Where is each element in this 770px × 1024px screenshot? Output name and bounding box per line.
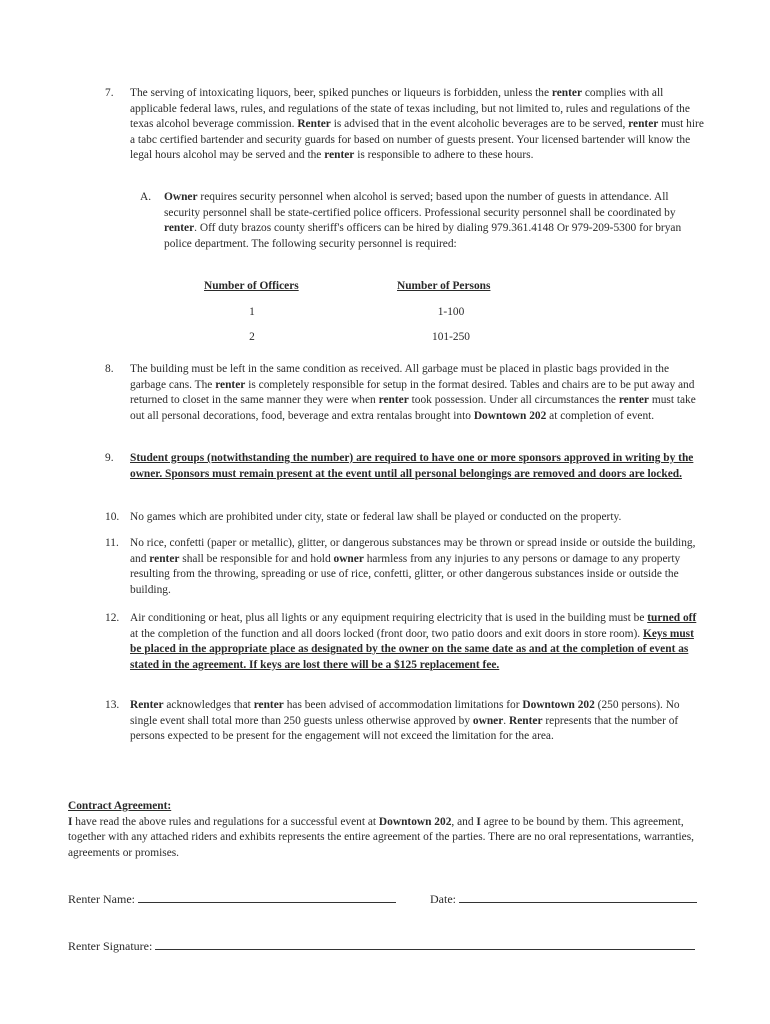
item-text: Student groups (notwithstanding the number) are required to have one or more sponsors approved in writing by the owner. Sponsors must remain present at the event until all personal belongings are removed and doors are locked. [130, 452, 694, 480]
renter-signature-label: Renter Signature: [68, 939, 153, 953]
date-field[interactable] [430, 892, 697, 907]
table-cell-persons: 101-250 [432, 331, 470, 343]
item-text: Renter acknowledges that renter has been advised of accommodation limitations for Downtown 202 (250 persons). No single event shall total more than 250 guests unless otherwise approved by owner. Renter represents that the number of persons expected to be present for the engagement will not exceed the limitation for the area. [130, 699, 680, 743]
table-cell-persons: 1-100 [437, 306, 465, 318]
renter-signature-field[interactable] [68, 939, 695, 954]
item-number: 12. [105, 612, 120, 624]
table-cell-officers: 1 [249, 306, 255, 318]
item-text: The building must be left in the same condition as received. All garbage must be placed in plastic bags provided in the garbage cans. The renter is completely responsible for setup in the format desired. Tables and chairs are to be put away and returned to closet in the same manner they were when renter took possession. Under all circumstances the renter must take out all personal decorations, food, beverage and extra rentalas brought into Downtown 202 at completion of event. [130, 363, 696, 422]
date-label: Date: [430, 892, 456, 906]
contract-text: I have read the above rules and regulations for a successful event at Downtown 202, and I agree to be bound by them. This agreement, together with any attached riders and exhibits represents the entire agreement of the parties. There are no oral representations, warranties, agreements or promises. [68, 815, 695, 859]
item-number: 11. [105, 537, 119, 549]
rule-item-11 [105, 536, 705, 598]
item-number: 7. [105, 87, 114, 99]
item-text: No games which are prohibited under city, state or federal law shall be played or conducted on the property. [130, 511, 622, 523]
table-header-officers: Number of Officers [204, 280, 299, 292]
contract-heading: Contract Agreement: [68, 800, 172, 812]
item-number: 9. [105, 452, 114, 464]
table-cell-officers: 2 [249, 331, 255, 343]
item-number: 10. [105, 511, 120, 523]
renter-signature-line[interactable] [155, 939, 695, 950]
rule-item-13 [105, 698, 705, 745]
rule-item-9 [105, 451, 705, 482]
rule-item-12 [105, 611, 705, 673]
item-number: 13. [105, 699, 120, 711]
item-text: Owner requires security personnel when alcohol is served; based upon the number of guests in attendance. All security personnel shall be state-certified police officers. Professional security personnel shall be coordinated by renter. Off duty brazos county sheriff's officers can be hired by dialing 979.361.4148 Or 979-209-5300 for bryan police department. The following security personnel is required: [164, 191, 682, 250]
rule-item-8 [105, 362, 705, 424]
item-number: 8. [105, 363, 114, 375]
rule-item-7 [105, 86, 705, 164]
rule-item-7a [140, 190, 685, 252]
renter-name-field[interactable] [68, 892, 396, 907]
item-text: No rice, confetti (paper or metallic), glitter, or dangerous substances may be thrown or spread inside or outside the building, and renter shall be responsible for and hold owner harmless from any injuries to any persons or damage to any property resulting from the throwing, spreading or use of rice, confetti, glitter, or other dangerous substances inside or outside the building. [130, 537, 696, 596]
item-number: A. [140, 191, 152, 203]
table-header-persons: Number of Persons [397, 280, 491, 292]
date-line[interactable] [459, 892, 697, 903]
rule-item-10 [105, 510, 705, 526]
renter-name-line[interactable] [138, 892, 396, 903]
contract-agreement [68, 799, 708, 861]
renter-name-label: Renter Name: [68, 892, 135, 906]
item-text: Air conditioning or heat, plus all lights or any equipment requiring electricity that is used in the building must be turned off at the completion of the function and all doors locked (front door, two patio doors and exit doors in store room). Keys must be placed in the appropriate place as designated by the owner on the same date as and at the completion of event as stated in the agreement. If keys are lost there will be a $125 replacement fee. [130, 612, 697, 671]
item-text: The serving of intoxicating liquors, beer, spiked punches or liqueurs is forbidden, unless the renter complies with all applicable federal laws, rules, and regulations of the state of texas including, but not limited to, rules and regulations of the texas alcohol beverage commission. Renter is advised that in the event alcoholic beverages are to be served, renter must hire a tabc certified bartender and security guards for based on number of guests present. Your licensed bartender will know the legal hours alcohol may be served and the renter is responsible to adhere to these hours. [130, 87, 704, 162]
